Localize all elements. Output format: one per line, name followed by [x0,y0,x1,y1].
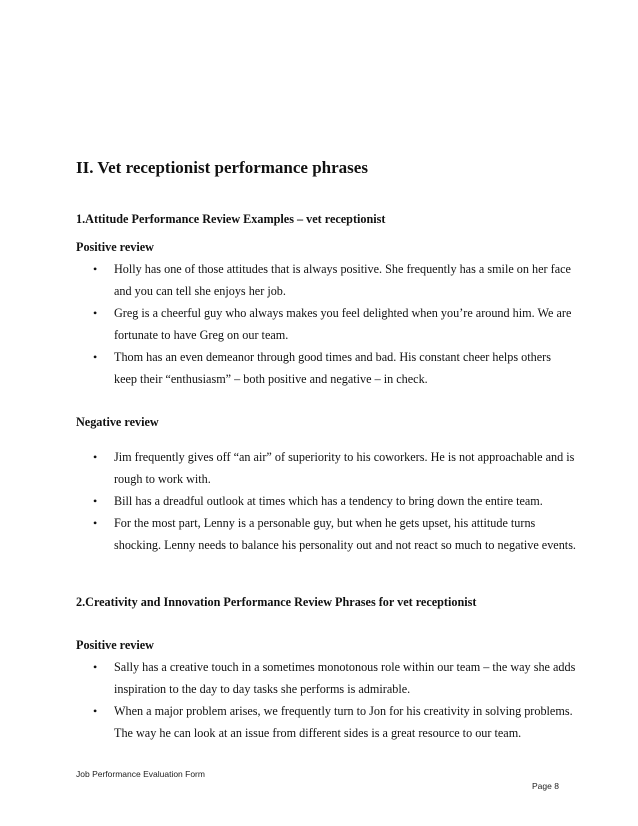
list-item-text: For the most part, Lenny is a personable guy, but when he gets upset, his attitude turns shocking. Lenny needs to balance his personality out and not react so much to negative events. [114,516,576,552]
list-item [76,490,576,512]
negative-review-list [76,446,576,556]
list-item [76,302,576,346]
list-item-text: Holly has one of those attitudes that is always positive. She frequently has a smile on her face and you can tell she enjoys her job. [114,262,571,298]
list-item-text: Sally has a creative touch in a sometimes monotonous role within our team – the way she adds inspiration to the day to day tasks she performs is admirable. [114,660,576,696]
positive-review-list [76,258,576,390]
bullet-icon: • [93,516,98,530]
list-item [76,258,576,302]
bullet-icon: • [93,262,98,276]
subsection-heading-attitude: 1.Attitude Performance Review Examples – vet receptionist [76,212,386,226]
list-item-text: Greg is a cheerful guy who always makes you feel delighted when you’re around him. We are fortunate to have Greg on our team. [114,306,572,342]
subsection-heading-creativity: 2.Creativity and Innovation Performance Review Phrases for vet receptionist [76,595,477,609]
bullet-icon: • [93,350,98,364]
footer-page-number: Page 8 [532,781,559,791]
list-item-text: When a major problem arises, we frequently turn to Jon for his creativity in solving problems. The way he can look at an issue from different sides is a great resource to our team. [114,704,573,740]
list-item-text: Thom has an even demeanor through good times and bad. His constant cheer helps others keep their “enthusiasm” – both positive and negative – in check. [114,350,551,386]
bullet-icon: • [93,704,98,718]
list-item [76,446,576,490]
list-item-text: Bill has a dreadful outlook at times which has a tendency to bring down the entire team. [114,494,543,508]
bullet-icon: • [93,450,98,464]
section-title: II. Vet receptionist performance phrases [76,158,368,177]
list-item [76,512,576,556]
bullet-icon: • [93,494,98,508]
list-item [76,656,576,700]
list-item [76,700,576,744]
positive-review-label: Positive review [76,240,154,254]
list-item [76,346,576,390]
positive-review-list [76,656,576,744]
negative-review-label: Negative review [76,415,159,429]
footer-form-name: Job Performance Evaluation Form [76,769,205,779]
bullet-icon: • [93,306,98,320]
bullet-icon: • [93,660,98,674]
list-item-text: Jim frequently gives off “an air” of superiority to his coworkers. He is not approachable and is rough to work with. [114,450,575,486]
positive-review-label: Positive review [76,638,154,652]
